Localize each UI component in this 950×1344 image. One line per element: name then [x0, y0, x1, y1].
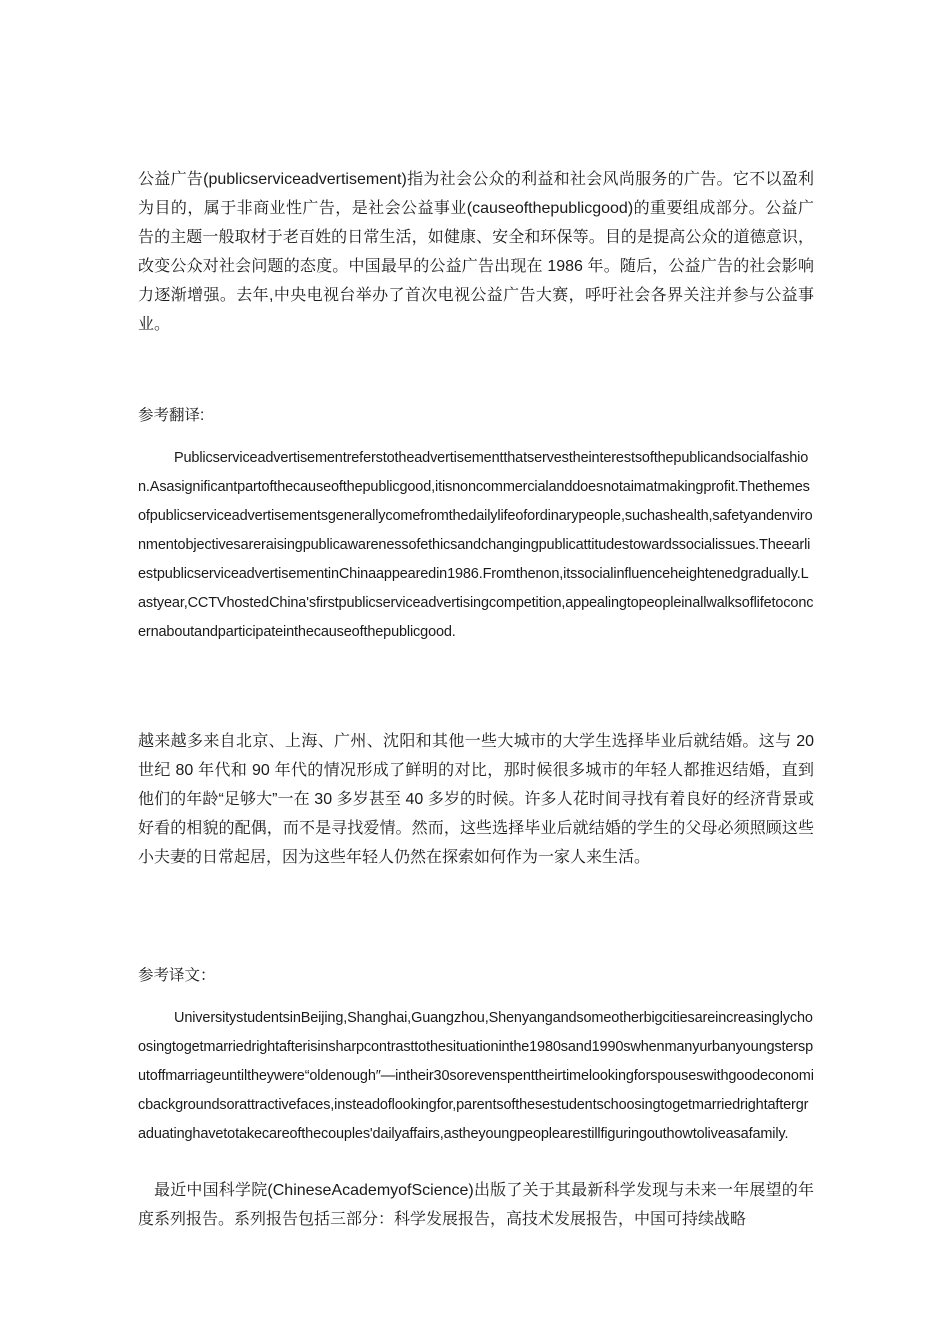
reference-translation-label-2: 参考译文： [138, 967, 216, 984]
paragraph-chinese-academy-of-science: 最近中国科学院(ChineseAcademyofScience)出版了关于其最新科学发现与未来一年展望的年度系列报告。系列报告包括三部分：科学发展报告，高技术发展报告，中国可持续战略 [138, 1182, 814, 1228]
paragraph-graduate-marriage-english: UniversitystudentsinBeijing,Shanghai,Guangzhou,Shenyangandsomeotherbigcitiesareincreasinglychoosingtogetmarriedrightafterisinsharpcontrasttothesituationinthe1980sand1990swhenmanyurbanyoungstersputoffmarriageuntiltheywere“oldenough″—intheir30sorevenspenttheirtimelookingforspouseswithgoodeconomicbackgroundsorattractivefaces,insteadoflookingfor,parentsofthesestudentschoosingtogetmarriedrightaftergraduatinghavetotakecareofthecouples'dailyaffairs,astheyoungpeoplearestillfiguringouthowtoliveasafamily. [138, 1010, 814, 1142]
paragraph-public-service-ad-english: Publicserviceadvertisementreferstotheadvertisementthatservestheinterestsofthepublicandsocialfashion.Asasignificantpartofthecauseofthepublicgood,itisnoncommercialanddoesnotaimatmakingprofit.Thethemesofpublicserviceadvertisementsgenerallycomefromthedailylifeofordinarypeople,suchashealth,safetyandenvironmentobjectivesareraisingpublicawarenessofethicsandchangingpublicattitudestowardssocialissues.TheearliestpublicserviceadvertisementinChinaappearedin1986.Fromthenon,itssocialinfluenceheightenedgradually.Lastyear,CCTVhostedChina'sfirstpublicserviceadvertisingcompetition,appealingtopeopleinallwalksoflifetoconcernaboutandparticipateinthecauseofthepublicgood. [138, 450, 814, 640]
paragraph-graduate-marriage-chinese: 越来越多来自北京、上海、广州、沈阳和其他一些大城市的大学生选择毕业后就结婚。这与 20 世纪 80 年代和 90 年代的情况形成了鲜明的对比，那时候很多城市的年轻人都推迟结婚，直到他们的年龄“足够大”一在 30 多岁甚至 40 多岁的时候。许多人花时间寻找有着良好的经济背景或好看的相貌的配偶，而不是寻找爱情。然而，这些选择毕业后就结婚的学生的父母必须照顾这些小夫妻的日常起居，因为这些年轻人仍然在探索如何作为一家人来生活。 [138, 733, 814, 866]
reference-translation-label: 参考翻译: [138, 407, 205, 424]
paragraph-public-service-ad-chinese: 公益广告(publicserviceadvertisement)指为社会公众的利益和社会风尚服务的广告。它不以盈利为目的，属于非商业性广告，是社会公益事业(causeofthepublicgood)的重要组成部分。公益广告的主题一般取材于老百姓的日常生活，如健康、安全和环保等。目的是提高公众的道德意识，改变公众对社会问题的态度。中国最早的公益广告出现在 1986 年。随后，公益广告的社会影响力逐渐增强。去年,中央电视台举办了首次电视公益广告大赛，呼吁社会各界关注并参与公益事业。 [138, 171, 814, 333]
